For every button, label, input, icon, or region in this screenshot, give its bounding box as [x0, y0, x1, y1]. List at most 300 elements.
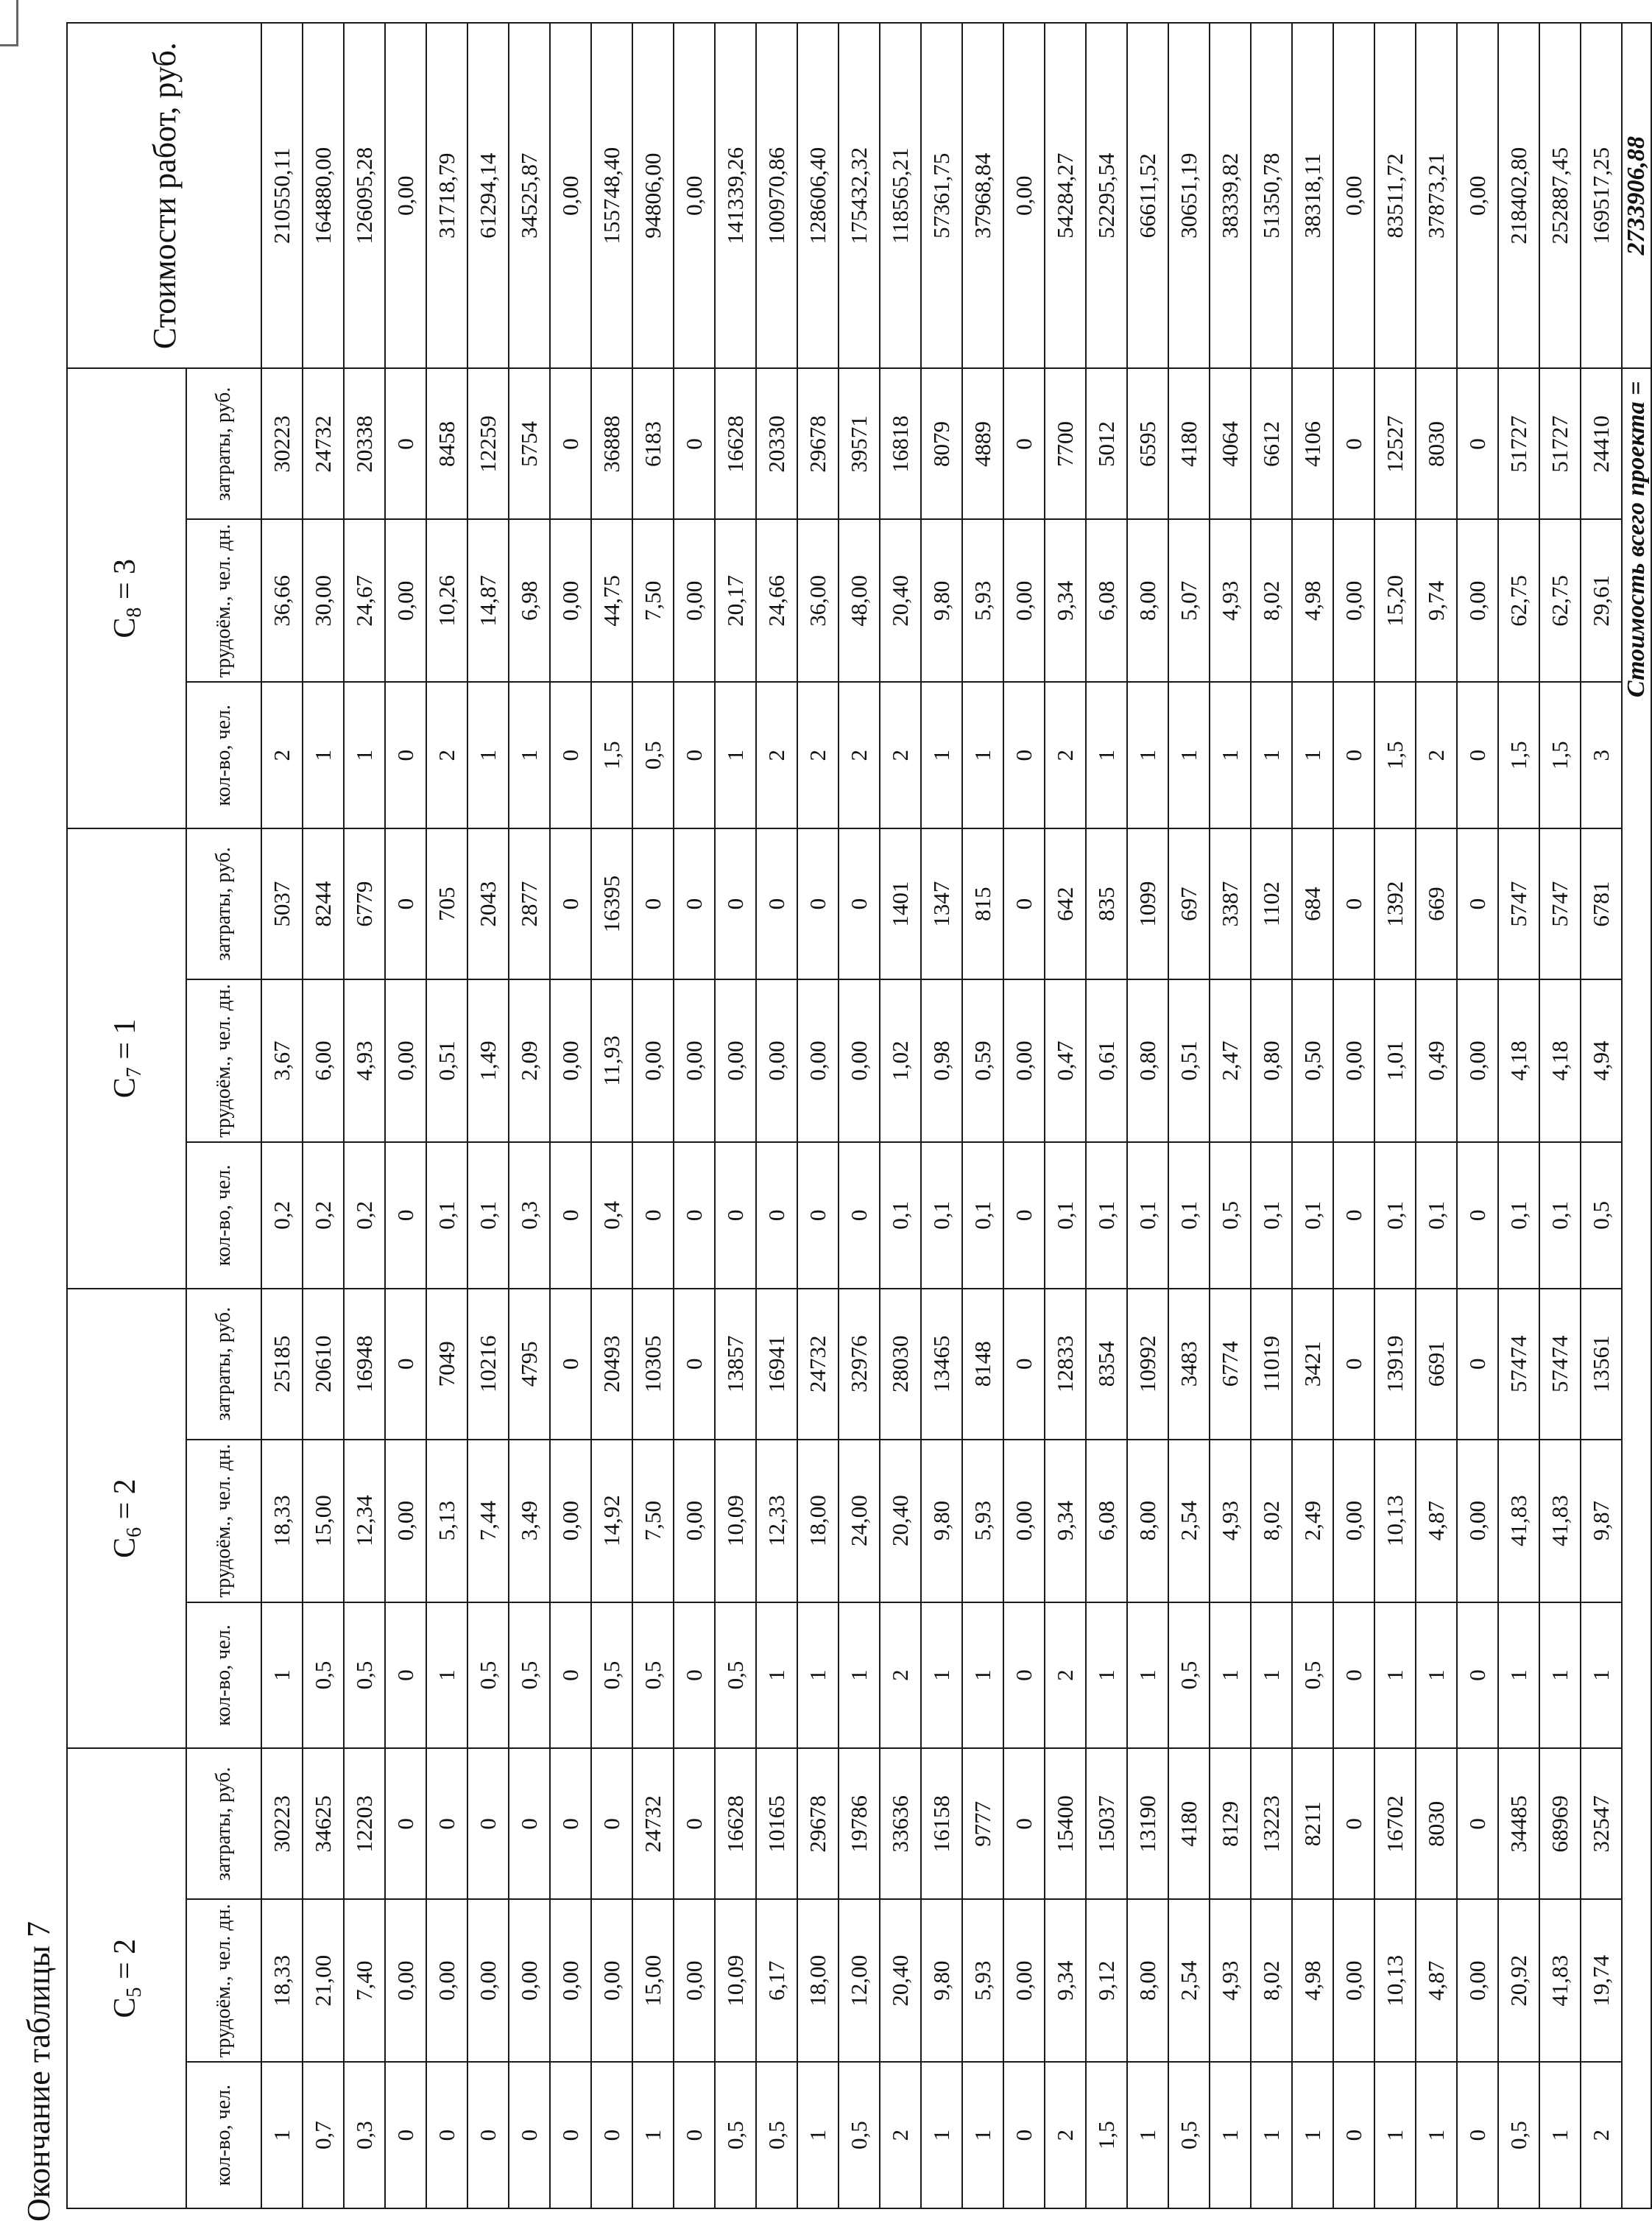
table-cell: 5037: [261, 828, 303, 979]
table-cell: 0: [715, 828, 756, 979]
table-cell: 0: [1457, 828, 1498, 979]
table-cell: 1: [1210, 682, 1251, 828]
table-cell: 1: [1168, 682, 1210, 828]
table-cell: 13561: [1581, 1289, 1622, 1440]
table-cell: 0: [632, 1142, 674, 1289]
table-row: [344, 23, 385, 2208]
table-cell: 1: [303, 682, 344, 828]
table-cell: 6,17: [756, 1899, 797, 2062]
table-cell: 3483: [1168, 1289, 1210, 1440]
table-cell: 24732: [632, 1748, 674, 1899]
table-cell: 1: [921, 682, 962, 828]
table-cell: 0,00: [385, 23, 426, 369]
table-cell: 1: [1210, 1602, 1251, 1749]
table-cell: 0,5: [715, 2062, 756, 2208]
table-cell: 0,1: [1539, 1142, 1581, 1289]
table-cell: 18,33: [261, 1899, 303, 2062]
table-cell: 1: [632, 2062, 674, 2208]
table-cell: 8079: [921, 369, 962, 520]
table-cell: 0,5: [303, 1602, 344, 1749]
table-cell: 2,09: [509, 979, 550, 1142]
table-cell: 0,00: [1457, 519, 1498, 682]
table-cell: 41,83: [1539, 1899, 1581, 2062]
table-cell: 0,51: [1168, 979, 1210, 1142]
table-cell: 0: [1333, 1748, 1374, 1899]
table-row: [1086, 23, 1127, 2208]
table-cell: 0,00: [715, 979, 756, 1142]
table-cell: 8458: [426, 369, 467, 520]
table-cell: 0,00: [1333, 979, 1374, 1142]
table-cell: 32547: [1581, 1748, 1622, 1899]
table-cell: 0,00: [1003, 1899, 1045, 2062]
table-cell: 1: [1292, 2062, 1333, 2208]
table-cell: 0: [1457, 1289, 1498, 1440]
table-cell: 4,94: [1581, 979, 1622, 1142]
table-cell: 0: [1333, 2062, 1374, 2208]
table-cell: 6,08: [1086, 1440, 1127, 1602]
table-cell: 5,13: [426, 1440, 467, 1602]
table-cell: 39571: [839, 369, 880, 520]
col-qty: кол-во, чел.: [186, 1142, 261, 1289]
table-cell: 155748,40: [591, 23, 632, 369]
table-cell: 1: [921, 1602, 962, 1749]
table-cell: 10,09: [715, 1440, 756, 1602]
table-row: [261, 23, 303, 2208]
table-cell: 0: [1457, 1748, 1498, 1899]
table-cell: 5012: [1086, 369, 1127, 520]
table-cell: 0: [550, 1142, 591, 1289]
table-cell: 218402,80: [1498, 23, 1539, 369]
table-cell: 14,87: [467, 519, 509, 682]
table-row: [509, 23, 550, 2208]
table-cell: 0,1: [1251, 1142, 1292, 1289]
table-cell: 0: [1003, 682, 1045, 828]
table-cell: 8,02: [1251, 519, 1292, 682]
table-cell: 1: [1251, 2062, 1292, 2208]
table-row: [1581, 23, 1622, 2208]
table-row: [797, 23, 839, 2208]
table-cell: 1: [797, 1602, 839, 1749]
table-cell: 1: [1127, 2062, 1168, 2208]
table-cell: 0: [385, 1602, 426, 1749]
table-cell: 0,00: [1457, 1899, 1498, 2062]
table-cell: 0,00: [1333, 519, 1374, 682]
table-row: [632, 23, 674, 2208]
table-cell: 1: [1086, 1602, 1127, 1749]
table-cell: 0: [1003, 2062, 1045, 2208]
table-cell: 1,5: [591, 682, 632, 828]
table-cell: 8,02: [1251, 1440, 1292, 1602]
table-cell: 2: [426, 682, 467, 828]
table-cell: 0,00: [797, 979, 839, 1142]
table-cell: 0,00: [509, 1899, 550, 2062]
table-cell: 4,18: [1498, 979, 1539, 1142]
table-cell: 13190: [1127, 1748, 1168, 1899]
table-cell: 175432,32: [839, 23, 880, 369]
table-cell: 6781: [1581, 828, 1622, 979]
table-cell: 4,98: [1292, 1899, 1333, 2062]
table-cell: 0,00: [1003, 519, 1045, 682]
table-cell: 0: [1333, 828, 1374, 979]
table-cell: 16818: [880, 369, 921, 520]
table-cell: 128606,40: [797, 23, 839, 369]
table-cell: 0: [797, 1142, 839, 1289]
table-cell: 0,5: [632, 1602, 674, 1749]
table-cell: 0,1: [1498, 1142, 1539, 1289]
table-cell: 37873,21: [1416, 23, 1457, 369]
table-cell: 0: [1003, 1748, 1045, 1899]
table-cell: 0: [550, 682, 591, 828]
table-cell: 0,00: [385, 979, 426, 1142]
table-cell: 9,34: [1045, 1899, 1086, 2062]
table-cell: 1: [261, 1602, 303, 1749]
table-cell: 0: [591, 1748, 632, 1899]
table-cell: 0: [467, 1748, 509, 1899]
table-cell: 3,67: [261, 979, 303, 1142]
table-cell: 0: [674, 1142, 715, 1289]
table-row: [880, 23, 921, 2208]
table-cell: 1: [962, 2062, 1003, 2208]
table-cell: 1,01: [1374, 979, 1416, 1142]
table-cell: 15037: [1086, 1748, 1127, 1899]
table-cell: 0: [385, 828, 426, 979]
table-row: [1003, 23, 1045, 2208]
col-qty: кол-во, чел.: [186, 1602, 261, 1749]
table-cell: 2: [261, 682, 303, 828]
table-cell: 9,80: [921, 1899, 962, 2062]
table-cell: 0,00: [632, 979, 674, 1142]
table-cell: 1: [1292, 682, 1333, 828]
table-cell: 0,5: [1168, 2062, 1210, 2208]
table-cell: 8030: [1416, 369, 1457, 520]
table-cell: 41,83: [1539, 1440, 1581, 1602]
table-cell: 642: [1045, 828, 1086, 979]
table-cell: 29,61: [1581, 519, 1622, 682]
table-cell: 34625: [303, 1748, 344, 1899]
table-cell: 18,33: [261, 1440, 303, 1602]
table-cell: 57474: [1539, 1289, 1581, 1440]
table-cell: 57474: [1498, 1289, 1539, 1440]
table-cell: 34485: [1498, 1748, 1539, 1899]
table-cell: 4180: [1168, 1748, 1210, 1899]
group-header-c6: $C_6 = 2$: [67, 1289, 186, 1749]
table-cell: 1: [1127, 1602, 1168, 1749]
table-cell: 0,5: [1168, 1602, 1210, 1749]
col-qty: кол-во, чел.: [186, 2062, 261, 2208]
table-cell: 4,93: [1210, 519, 1251, 682]
table-cell: 25185: [261, 1289, 303, 1440]
table-cell: 1: [1539, 2062, 1581, 2208]
table-cell: 13857: [715, 1289, 756, 1440]
total-row: [1622, 23, 1651, 2208]
table-cell: 0,5: [1498, 2062, 1539, 2208]
table-cell: 10,26: [426, 519, 467, 682]
table-cell: 0,49: [1416, 979, 1457, 1142]
table-cell: 9,80: [921, 519, 962, 682]
table-cell: 0: [509, 2062, 550, 2208]
table-cell: 9,34: [1045, 1440, 1086, 1602]
table-cell: 0,00: [426, 1899, 467, 2062]
table-cell: 0,00: [385, 1440, 426, 1602]
table-cell: 3387: [1210, 828, 1251, 979]
table-cell: 29678: [797, 369, 839, 520]
table-cell: 669: [1416, 828, 1457, 979]
table-cell: 24,00: [839, 1440, 880, 1602]
table-cell: 0: [509, 1748, 550, 1899]
table-row: [1045, 23, 1086, 2208]
table-cell: 0,2: [261, 1142, 303, 1289]
table-cell: 100970,86: [756, 23, 797, 369]
table-cell: 9,80: [921, 1440, 962, 1602]
table-cell: 62,75: [1539, 519, 1581, 682]
table-cell: 15,20: [1374, 519, 1416, 682]
table-cell: 1: [509, 682, 550, 828]
table-cell: 20330: [756, 369, 797, 520]
table-cell: 0,00: [1457, 979, 1498, 1142]
table-cell: 10,13: [1374, 1899, 1416, 2062]
table-cell: 2,54: [1168, 1440, 1210, 1602]
table-cell: 8211: [1292, 1748, 1333, 1899]
table-cell: 1: [962, 682, 1003, 828]
table-cell: 7,50: [632, 519, 674, 682]
group-header-row: [67, 23, 186, 2208]
table-cell: 0,00: [550, 979, 591, 1142]
table-cell: 0: [1003, 828, 1045, 979]
table-cell: 24732: [303, 369, 344, 520]
table-cell: 20610: [303, 1289, 344, 1440]
table-cell: 0,00: [550, 23, 591, 369]
page-edge: [0, 0, 18, 46]
table-cell: 13465: [921, 1289, 962, 1440]
table-cell: 8,00: [1127, 1899, 1168, 2062]
table-cell: 0,00: [1003, 979, 1045, 1142]
table-cell: 7,40: [344, 1899, 385, 2062]
table-cell: 0: [550, 1289, 591, 1440]
table-cell: 0: [550, 1748, 591, 1899]
table-cell: 0: [674, 682, 715, 828]
table-cell: 2: [839, 682, 880, 828]
table-cell: 12,34: [344, 1440, 385, 1602]
table-cell: 19,74: [1581, 1899, 1622, 2062]
table-cell: 6595: [1127, 369, 1168, 520]
table-cell: 0: [674, 828, 715, 979]
table-cell: 8,00: [1127, 519, 1168, 682]
table-cell: 11019: [1251, 1289, 1292, 1440]
table-cell: 10216: [467, 1289, 509, 1440]
table-cell: 21,00: [303, 1899, 344, 2062]
group-header-c7: $C_7 = 1$: [67, 828, 186, 1289]
table-cell: 61294,14: [467, 23, 509, 369]
table-cell: 1102: [1251, 828, 1292, 979]
table-cell: 12,33: [756, 1440, 797, 1602]
table-cell: 0,00: [1333, 1440, 1374, 1602]
table-row: [1292, 23, 1333, 2208]
table-cell: 57361,75: [921, 23, 962, 369]
table-cell: 20,40: [880, 1899, 921, 2062]
table-row: [385, 23, 426, 2208]
table-row: [1251, 23, 1292, 2208]
table-cell: 1: [962, 1602, 1003, 1749]
table-cell: 0,00: [674, 1899, 715, 2062]
table-cell: 24732: [797, 1289, 839, 1440]
table-cell: 0,00: [674, 519, 715, 682]
table-cell: 44,75: [591, 519, 632, 682]
table-cell: 4889: [962, 369, 1003, 520]
table-cell: 0: [756, 1142, 797, 1289]
table-cell: 0: [550, 1602, 591, 1749]
col-qty: кол-во, чел.: [186, 682, 261, 828]
table-cell: 15,00: [632, 1899, 674, 2062]
table-cell: 0: [550, 2062, 591, 2208]
table-cell: 10165: [756, 1748, 797, 1899]
table-cell: 4,93: [344, 979, 385, 1142]
table-cell: 13223: [1251, 1748, 1292, 1899]
table-cell: 0,61: [1086, 979, 1127, 1142]
table-cell: 20,40: [880, 519, 921, 682]
table-cell: 0,5: [509, 1602, 550, 1749]
table-cell: 2: [797, 682, 839, 828]
table-cell: 0,80: [1127, 979, 1168, 1142]
table-cell: 1: [1086, 682, 1127, 828]
table-cell: 9,34: [1045, 519, 1086, 682]
table-cell: 0,51: [426, 979, 467, 1142]
table-cell: 5754: [509, 369, 550, 520]
table-cell: 0: [674, 1602, 715, 1749]
table-cell: 13919: [1374, 1289, 1416, 1440]
table-cell: 2: [1045, 2062, 1086, 2208]
table-cell: 52295,54: [1086, 23, 1127, 369]
table-row: [715, 23, 756, 2208]
table-cell: 30223: [261, 1748, 303, 1899]
table-cell: 1: [1539, 1602, 1581, 1749]
table-cell: 12833: [1045, 1289, 1086, 1440]
table-cell: 18,00: [797, 1440, 839, 1602]
table-cell: 0,00: [591, 1899, 632, 2062]
table-cell: 16395: [591, 828, 632, 979]
table-row: [674, 23, 715, 2208]
table-cell: 0,00: [1003, 23, 1045, 369]
table-cell: 164880,00: [303, 23, 344, 369]
table-cell: 2: [1045, 682, 1086, 828]
total-value: 2733906,88: [1622, 23, 1651, 369]
table-cell: 37968,84: [962, 23, 1003, 369]
col-cost: затраты, руб.: [186, 1748, 261, 1899]
table-cell: 36,00: [797, 519, 839, 682]
table-cell: 16628: [715, 1748, 756, 1899]
table-cell: 41,83: [1498, 1440, 1539, 1602]
table-row: [839, 23, 880, 2208]
table-cell: 10,13: [1374, 1440, 1416, 1602]
table-cell: 0,5: [467, 1602, 509, 1749]
table-cell: 0: [426, 1748, 467, 1899]
table-cell: 0,47: [1045, 979, 1086, 1142]
table-cell: 0,2: [344, 1142, 385, 1289]
table-cell: 32976: [839, 1289, 880, 1440]
table-cell: 210550,11: [261, 23, 303, 369]
col-labor: трудоём., чел. дн.: [186, 1440, 261, 1602]
table-cell: 0: [1333, 1602, 1374, 1749]
table-cell: 30651,19: [1168, 23, 1210, 369]
table-cell: 697: [1168, 828, 1210, 979]
table-cell: 2: [880, 1602, 921, 1749]
table-cell: 0,1: [962, 1142, 1003, 1289]
table-cell: 14,92: [591, 1440, 632, 1602]
table-cell: 12203: [344, 1748, 385, 1899]
table-cell: 1,5: [1374, 682, 1416, 828]
table-cell: 0: [1333, 682, 1374, 828]
table-cell: 28030: [880, 1289, 921, 1440]
table-cell: 9,74: [1416, 519, 1457, 682]
table-cell: 8148: [962, 1289, 1003, 1440]
table-cell: 7700: [1045, 369, 1086, 520]
table-cell: 0,00: [674, 1440, 715, 1602]
table-cell: 5747: [1498, 828, 1539, 979]
table-cell: 0: [1457, 2062, 1498, 2208]
table-cell: 1: [1581, 1602, 1622, 1749]
table-cell: 12,00: [839, 1899, 880, 2062]
table-cell: 0,3: [344, 2062, 385, 2208]
table-cell: 1: [839, 1602, 880, 1749]
table-cell: 6691: [1416, 1289, 1457, 1440]
table-cell: 0,5: [1292, 1602, 1333, 1749]
table-cell: 20,40: [880, 1440, 921, 1602]
table-cell: 8129: [1210, 1748, 1251, 1899]
table-cell: 30,00: [303, 519, 344, 682]
table-cell: 33636: [880, 1748, 921, 1899]
table-cell: 16158: [921, 1748, 962, 1899]
total-label: Стоимость всего проекта =: [1622, 369, 1651, 2209]
table-row: [1168, 23, 1210, 2208]
table-cell: 0: [1457, 682, 1498, 828]
table-row: [921, 23, 962, 2208]
table-cell: 5,93: [962, 1899, 1003, 2062]
table-cell: 0,1: [426, 1142, 467, 1289]
table-cell: 2: [1045, 1602, 1086, 1749]
table-cell: 1,02: [880, 979, 921, 1142]
table-cell: 252887,45: [1539, 23, 1581, 369]
table-cell: 31718,79: [426, 23, 467, 369]
table-cell: 0: [385, 2062, 426, 2208]
table-cell: 0,1: [1168, 1142, 1210, 1289]
table-cell: 0: [591, 2062, 632, 2208]
table-cell: 0: [385, 1142, 426, 1289]
table-cell: 0: [1457, 1142, 1498, 1289]
table-cell: 9777: [962, 1748, 1003, 1899]
table-cell: 0,00: [550, 1899, 591, 2062]
table-cell: 5,93: [962, 1440, 1003, 1602]
table-cell: 15,00: [303, 1440, 344, 1602]
table-row: [467, 23, 509, 2208]
table-cell: 0: [550, 369, 591, 520]
table-cell: 1: [1210, 2062, 1251, 2208]
table-cell: 0,5: [756, 2062, 797, 2208]
table-cell: 10992: [1127, 1289, 1168, 1440]
table-cell: 4,98: [1292, 519, 1333, 682]
table-cell: 0: [632, 828, 674, 979]
table-cell: 2: [880, 682, 921, 828]
table-cell: 20,92: [1498, 1899, 1539, 2062]
table-cell: 0,80: [1251, 979, 1292, 1142]
table-cell: 0,1: [1127, 1142, 1168, 1289]
table-cell: 0: [385, 1748, 426, 1899]
table-cell: 3,49: [509, 1440, 550, 1602]
table-cell: 705: [426, 828, 467, 979]
table-cell: 0,5: [632, 682, 674, 828]
table-cell: 0,59: [962, 979, 1003, 1142]
table-cell: 0,00: [1003, 1440, 1045, 1602]
table-cell: 9,12: [1086, 1899, 1127, 2062]
table-cell: 118565,21: [880, 23, 921, 369]
